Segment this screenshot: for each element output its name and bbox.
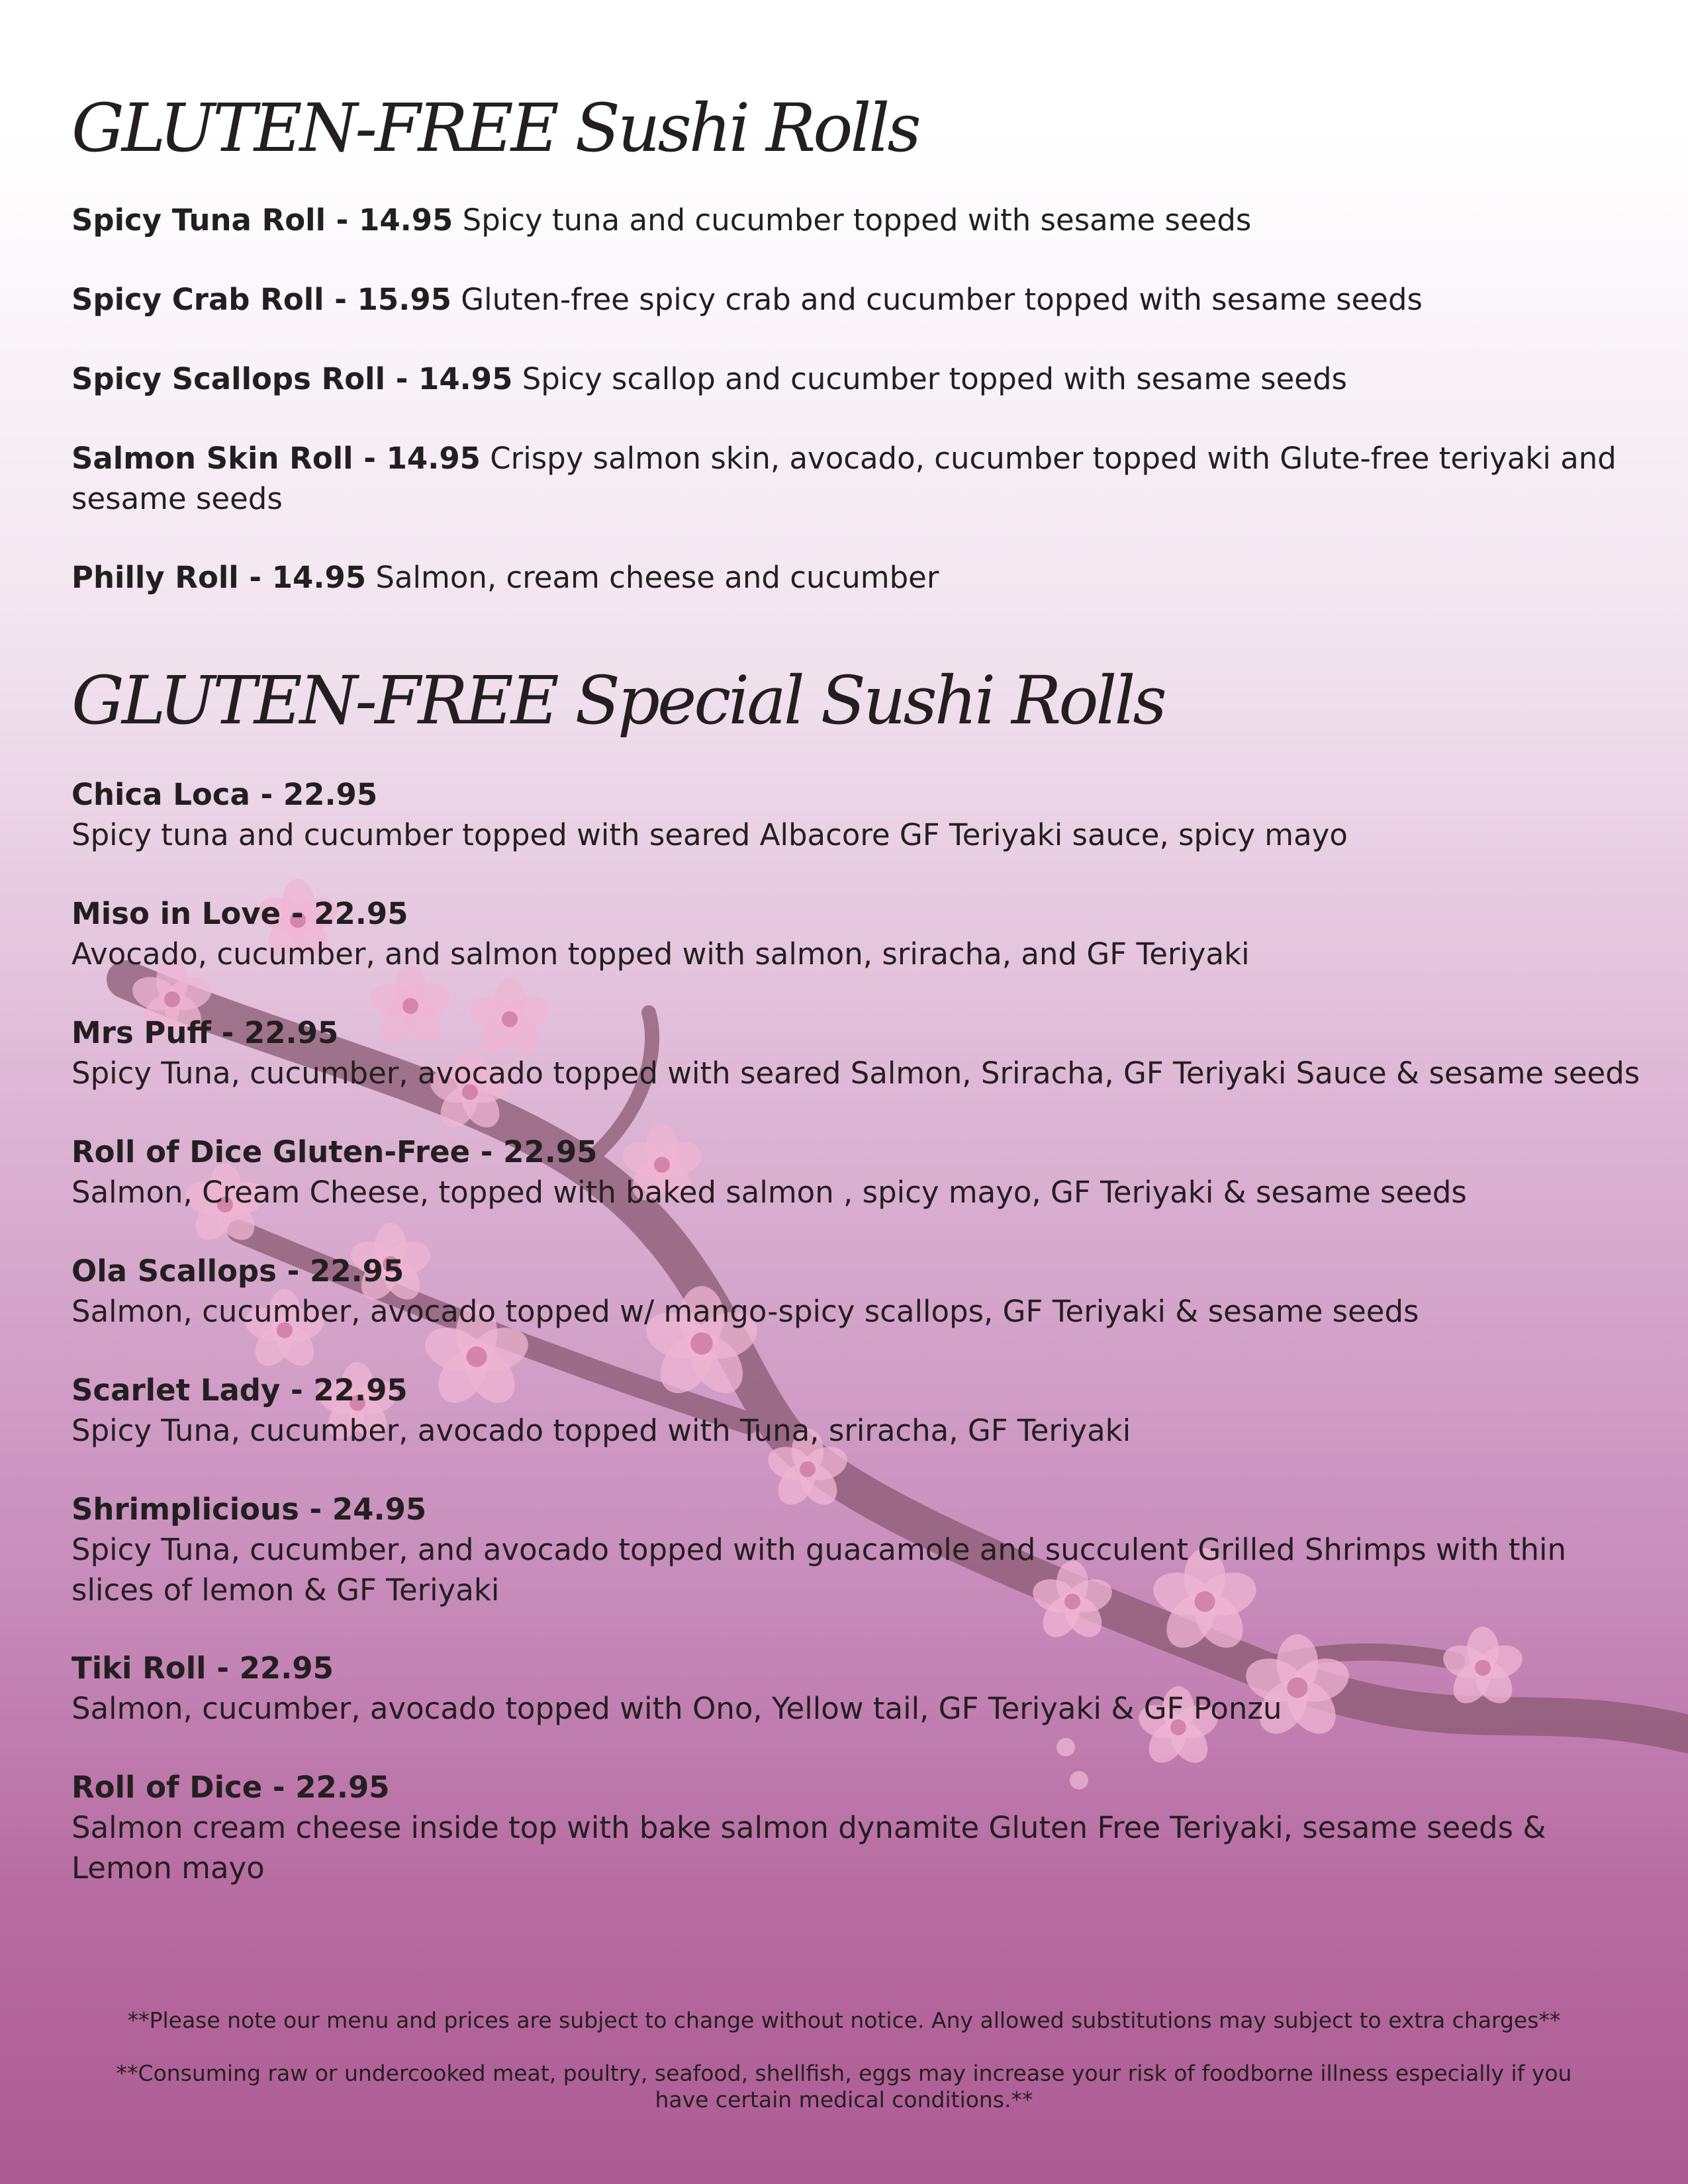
- item-price: 22.95: [295, 1770, 390, 1805]
- item-name: Scarlet Lady: [71, 1373, 281, 1408]
- item-name: Spicy Tuna Roll: [71, 203, 326, 238]
- item-name: Mrs Puff: [71, 1015, 211, 1050]
- item-name: Salmon Skin Roll: [71, 441, 353, 476]
- item-description: Salmon cream cheese inside top with bake salmon dynamite Gluten Free Teriyaki, sesame seeds & Lemon mayo: [71, 1810, 1546, 1886]
- item-description: Crispy salmon skin, avocado, cucumber topped with Glute-free teriyaki and sesame seeds: [71, 441, 1617, 516]
- item-price: 22.95: [314, 896, 408, 931]
- menu-item: Salmon Skin Roll - 14.95 Crispy salmon skin, avocado, cucumber topped with Glute-free teriyaki and sesame seeds: [71, 441, 1617, 516]
- item-name: Spicy Crab Roll: [71, 282, 324, 317]
- item-description: Spicy tuna and cucumber topped with sesame seeds: [462, 203, 1252, 238]
- item-description: Salmon, cucumber, avocado topped with Ono, Yellow tail, GF Teriyaki & GF Ponzu: [71, 1691, 1282, 1726]
- item-description: Spicy Tuna, cucumber, avocado topped with Tuna, sriracha, GF Teriyaki: [71, 1413, 1131, 1448]
- menu-item: Scarlet Lady - 22.95 Spicy Tuna, cucumber, avocado topped with Tuna, sriracha, GF Teriyaki: [71, 1370, 1640, 1451]
- menu-item: Ola Scallops - 22.95 Salmon, cucumber, avocado topped w/ mango-spicy scallops, GF Teriyaki & sesame seeds: [71, 1251, 1640, 1332]
- item-description: Gluten-free spicy crab and cucumber topped with sesame seeds: [461, 282, 1423, 317]
- item-price: 14.95: [359, 203, 453, 238]
- item-name: Tiki Roll: [71, 1651, 207, 1686]
- item-price: 15.95: [357, 282, 451, 317]
- item-name: Chica Loca: [71, 777, 250, 812]
- item-name: Ola Scallops: [71, 1253, 277, 1289]
- item-name: Spicy Scallops Roll: [71, 361, 386, 396]
- item-price: 22.95: [239, 1651, 334, 1686]
- food-safety-note: **Consuming raw or undercooked meat, poultry, seafood, shellfish, eggs may increase your risk of foodborne illness especially if you have certain medical conditions.**: [116, 2060, 1572, 2113]
- item-price: 14.95: [418, 361, 513, 396]
- item-description: Avocado, cucumber, and salmon topped with salmon, sriracha, and GF Teriyaki: [71, 936, 1250, 972]
- item-description: Spicy Tuna, cucumber, and avocado topped with guacamole and succulent Grilled Shrimps with thin slices of lemon & GF Teriyaki: [71, 1532, 1567, 1608]
- footer-notes: [0, 2007, 1688, 2113]
- menu-item: Spicy Scallops Roll - 14.95 Spicy scallop and cucumber topped with sesame seeds: [71, 361, 1347, 396]
- item-price: 22.95: [313, 1373, 408, 1408]
- item-price: 22.95: [283, 777, 378, 812]
- item-description: Spicy Tuna, cucumber, avocado topped with seared Salmon, Sriracha, GF Teriyaki Sauce & sesame seeds: [71, 1056, 1640, 1091]
- menu-item: Roll of Dice - 22.95 Salmon cream cheese inside top with bake salmon dynamite Gluten Free Teriyaki, sesame seeds & Lemon mayo: [71, 1767, 1640, 1888]
- item-price: 22.95: [503, 1134, 598, 1169]
- item-price: 24.95: [332, 1492, 427, 1527]
- menu-item: Spicy Tuna Roll - 14.95 Spicy tuna and cucumber topped with sesame seeds: [71, 203, 1252, 238]
- item-description: Salmon, cucumber, avocado topped w/ mango-spicy scallops, GF Teriyaki & sesame seeds: [71, 1294, 1419, 1329]
- item-name: Philly Roll: [71, 560, 239, 595]
- menu-item: Spicy Crab Roll - 15.95 Gluten-free spicy crab and cucumber topped with sesame seeds: [71, 282, 1423, 317]
- menu-item: Miso in Love - 22.95 Avocado, cucumber, and salmon topped with salmon, sriracha, and GF Teriyaki: [71, 893, 1640, 974]
- menu-item: Tiki Roll - 22.95 Salmon, cucumber, avocado topped with Ono, Yellow tail, GF Teriyaki & GF Ponzu: [71, 1648, 1640, 1729]
- menu-item: Shrimplicious - 24.95 Spicy Tuna, cucumber, and avocado topped with guacamole and succulent Grilled Shrimps with thin slices of lemon & GF Teriyaki: [71, 1489, 1640, 1610]
- menu-item: Chica Loca - 22.95 Spicy tuna and cucumber topped with seared Albacore GF Teriyaki sauce, spicy mayo: [71, 774, 1640, 855]
- section-title: GLUTEN-FREE Special Sushi Rolls: [71, 662, 1164, 739]
- section-title: GLUTEN-FREE Sushi Rolls: [71, 89, 919, 167]
- item-description: Spicy tuna and cucumber topped with seared Albacore GF Teriyaki sauce, spicy mayo: [71, 817, 1348, 852]
- item-name: Roll of Dice Gluten-Free: [71, 1134, 471, 1169]
- item-price: 14.95: [386, 441, 481, 476]
- item-description: Salmon, cream cheese and cucumber: [375, 560, 939, 595]
- price-change-note: **Please note our menu and prices are subject to change without notice. Any allowed substitutions may subject to extra charges**: [127, 2007, 1561, 2033]
- menu-item: Roll of Dice Gluten-Free - 22.95 Salmon, Cream Cheese, topped with baked salmon , spicy mayo, GF Teriyaki & sesame seeds: [71, 1132, 1640, 1212]
- menu-item: Mrs Puff - 22.95 Spicy Tuna, cucumber, avocado topped with seared Salmon, Sriracha, GF Teriyaki Sauce & sesame seeds: [71, 1013, 1640, 1093]
- item-description: Salmon, Cream Cheese, topped with baked salmon , spicy mayo, GF Teriyaki & sesame seeds: [71, 1175, 1467, 1210]
- menu-item: Philly Roll - 14.95 Salmon, cream cheese and cucumber: [71, 560, 939, 595]
- item-price: 14.95: [271, 560, 367, 595]
- item-price: 22.95: [244, 1015, 339, 1050]
- item-price: 22.95: [309, 1253, 404, 1289]
- item-name: Miso in Love: [71, 896, 281, 931]
- item-name: Shrimplicious: [71, 1492, 299, 1527]
- item-name: Roll of Dice: [71, 1770, 263, 1805]
- item-description: Spicy scallop and cucumber topped with sesame seeds: [522, 361, 1347, 396]
